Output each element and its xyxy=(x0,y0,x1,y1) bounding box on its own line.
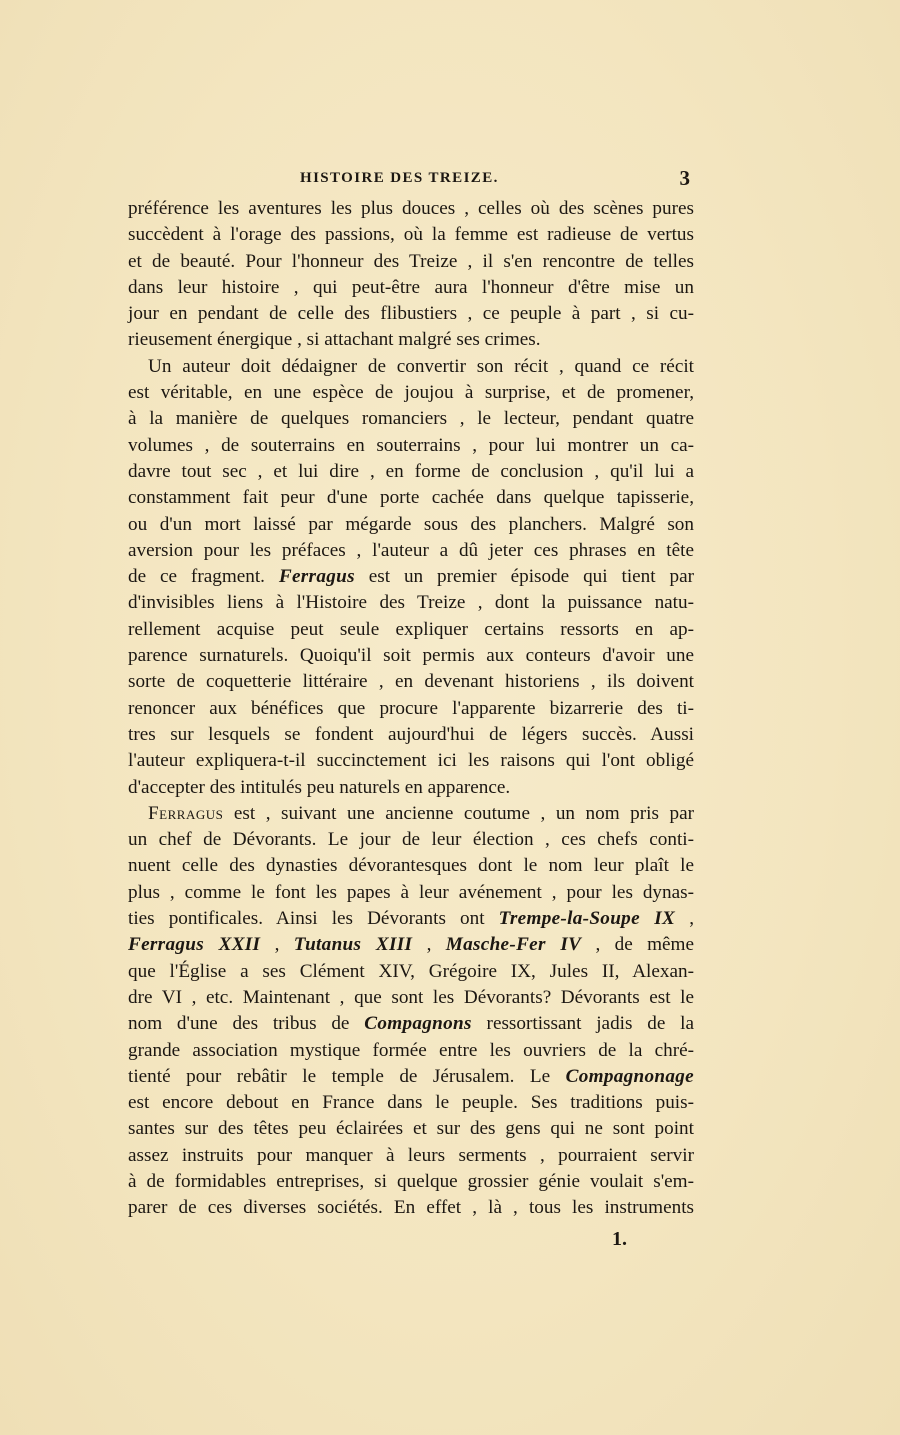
text-line: dans leur histoire , qui peut-être aura l'honneur d'être mise un xyxy=(128,276,694,298)
text-line: tres sur lesquels se fondent aujourd'hui de légers succès. Aussi xyxy=(128,723,694,745)
text-line: préférence les aventures les plus douces , celles où des scènes pures xyxy=(128,198,694,219)
text-line: jour en pendant de celle des flibustiers , ce peuple à part , si cu- xyxy=(128,303,694,325)
italic-text: Trempe-la-Soupe IX xyxy=(498,908,676,930)
text-line: ties pontificales. Ainsi les Dévorants ont Trempe-la-Soupe IX , xyxy=(128,908,694,930)
text-line: sorte de coquetterie littéraire , en devenant historiens , ils doivent xyxy=(128,671,694,693)
text-line: ou d'un mort laissé par mégarde sous des planchers. Malgré son xyxy=(128,513,694,535)
text-line: tienté pour rebâtir le temple de Jérusalem. Le Compagnonage xyxy=(128,1065,694,1087)
body-text xyxy=(128,196,694,1222)
text-line: Ferragus XXII , Tutanus XIII , Masche-Fer IV , de même xyxy=(128,934,694,956)
text-line: grande association mystique formée entre les ouvriers de la chré- xyxy=(128,1039,694,1061)
text-line: renoncer aux bénéfices que procure l'apparente bizarrerie des ti- xyxy=(128,697,694,719)
text-line: et de beauté. Pour l'honneur des Treize , il s'en rencontre de telles xyxy=(128,250,694,272)
text-line: santes sur des têtes peu éclairées et sur des gens qui ne sont point xyxy=(128,1118,694,1140)
page-number: 3 xyxy=(679,166,690,190)
small-caps-text: Ferragus xyxy=(148,802,224,824)
text-line: parer de ces diverses sociétés. En effet , là , tous les instruments xyxy=(128,1197,694,1219)
text-line: à la manière de quelques romanciers , le lecteur, pendant quatre xyxy=(128,408,694,430)
text-line: Un auteur doit dédaigner de convertir son récit , quand ce récit xyxy=(148,355,694,377)
italic-text: Tutanus XIII xyxy=(293,934,413,956)
text-line: à de formidables entreprises, si quelque grossier génie voulait s'em- xyxy=(128,1170,694,1192)
text-line: nom d'une des tribus de Compagnons ressortissant jadis de la xyxy=(128,1013,695,1035)
text-line: aversion pour les préfaces , l'auteur a dû jeter ces phrases en tête xyxy=(128,539,694,561)
text-line: plus , comme le font les papes à leur avénement , pour les dynas- xyxy=(128,881,694,903)
text-line: est encore debout en France dans le peuple. Ses traditions puis- xyxy=(128,1092,694,1114)
text-line: nuent celle des dynasties dévorantesques dont le nom leur plaît le xyxy=(128,855,694,877)
paragraph xyxy=(128,354,694,801)
text-line: Ferragus est , suivant une ancienne coutume , un nom pris par xyxy=(148,802,694,824)
text-line: davre tout sec , et lui dire , en forme de conclusion , qu'il lui a xyxy=(128,460,694,482)
italic-text: Compagnonage xyxy=(565,1065,694,1087)
text-line: de ce fragment. Ferragus est un premier épisode qui tient par xyxy=(128,566,694,588)
italic-text: Ferragus xyxy=(278,566,355,588)
text-line: constamment fait peur d'une porte cachée dans quelque tapisserie, xyxy=(128,487,694,509)
text-line: d'accepter des intitulés peu naturels en apparence. xyxy=(128,776,511,798)
text-line: parence surnaturels. Quoiqu'il soit permis aux conteurs d'avoir une xyxy=(128,645,694,667)
italic-text: Compagnons xyxy=(364,1013,472,1035)
signature-mark: 1. xyxy=(612,1228,627,1250)
running-title: HISTOIRE DES TREIZE. xyxy=(300,170,499,186)
running-head xyxy=(128,166,690,194)
text-line: rellement acquise peut seule expliquer certains ressorts en ap- xyxy=(128,618,694,640)
paragraph xyxy=(128,801,694,1222)
paragraph xyxy=(128,196,694,354)
text-line: un chef de Dévorants. Le jour de leur élection , ces chefs conti- xyxy=(128,829,694,851)
text-line: assez instruits pour manquer à leurs serments , pourraient servir xyxy=(128,1144,694,1166)
text-line: d'invisibles liens à l'Histoire des Treize , dont la puissance natu- xyxy=(128,592,694,614)
text-line: rieusement énergique , si attachant malgré ses crimes. xyxy=(128,329,541,351)
text-line: que l'Église a ses Clément XIV, Grégoire IX, Jules II, Alexan- xyxy=(128,960,694,982)
text-line: succèdent à l'orage des passions, où la femme est radieuse de vertus xyxy=(128,224,694,246)
text-line: l'auteur expliquera-t-il succinctement ici les raisons qui l'ont obligé xyxy=(128,750,694,772)
text-line: est véritable, en une espèce de joujou à surprise, et de promener, xyxy=(128,382,694,404)
italic-text: Masche-Fer IV xyxy=(445,934,582,956)
text-line: dre VI , etc. Maintenant , que sont les Dévorants? Dévorants est le xyxy=(128,986,694,1008)
italic-text: Ferragus XXII xyxy=(128,934,261,956)
text-line: volumes , de souterrains en souterrains , pour lui montrer un ca- xyxy=(128,434,694,456)
